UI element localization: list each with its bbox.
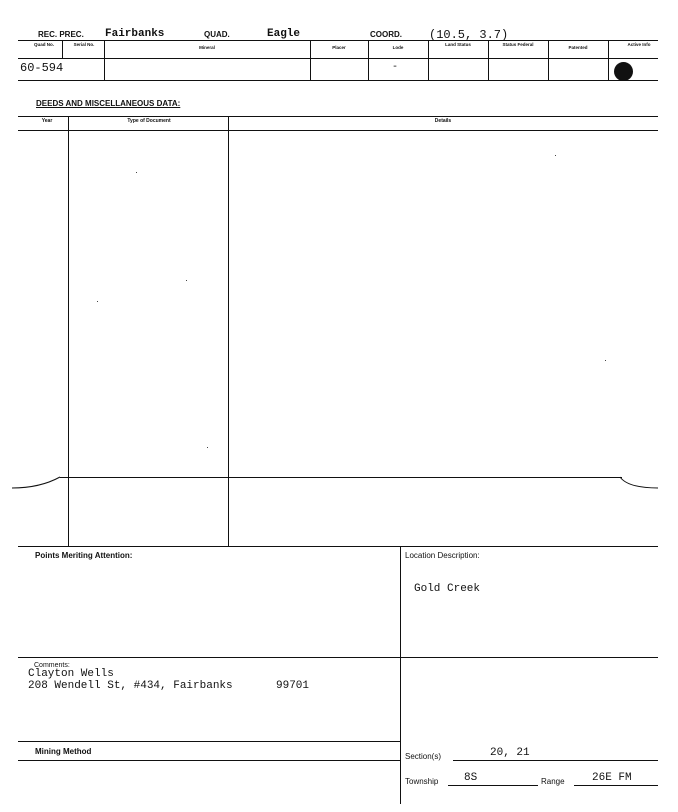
mining-method-label: Mining Method (35, 747, 92, 756)
range-value: 26E FM (592, 772, 632, 784)
speck (555, 155, 556, 156)
sections-value: 20, 21 (490, 747, 530, 759)
points-label: Points Meriting Attention: (35, 551, 133, 560)
range-label: Range (541, 777, 565, 786)
comments-zip: 99701 (276, 680, 310, 692)
speck (136, 172, 137, 173)
fold-curve-right (618, 474, 662, 492)
deeds-top-rule (18, 116, 658, 117)
location-value: Gold Creek (414, 583, 481, 595)
comments-bottom-rule (18, 741, 400, 742)
col-header-quad-no: Quad No. (34, 42, 54, 47)
col-header-lode: Lode (392, 45, 404, 50)
lode-value: - (392, 62, 399, 73)
comments-label: Comments: (34, 662, 70, 669)
lower-top-rule (18, 546, 658, 547)
col-header-serial-no: Serial No. (73, 42, 95, 47)
coord-label: COORD. (370, 30, 402, 39)
township-label: Township (405, 777, 439, 786)
speck (605, 360, 606, 361)
speck (97, 301, 98, 302)
township-underline (448, 785, 538, 786)
active-info-dot (614, 62, 633, 81)
col-divider (488, 40, 489, 80)
fold-curve-left (10, 474, 62, 490)
rec-prec-value: Fairbanks (105, 28, 165, 40)
col-header-active-info: Active Info (627, 42, 651, 47)
col-header-patented: Patented (568, 45, 588, 50)
speck (186, 280, 187, 281)
fold-line (60, 477, 622, 478)
quad-number-value: 60-594 (20, 61, 64, 75)
col-divider (428, 40, 429, 80)
col-header-land-status: Land Status (445, 42, 471, 47)
rec-prec-label: REC. PREC. (38, 30, 84, 39)
header-top-rule (18, 40, 658, 41)
speck (207, 447, 208, 448)
deeds-col-year: Year (41, 118, 53, 124)
col-divider (62, 40, 63, 59)
col-header-status-federal: Status Federal (502, 42, 534, 47)
coord-value: (10.5, 3.7) (429, 28, 509, 42)
quad-value: Eagle (267, 28, 301, 40)
deeds-title: DEEDS AND MISCELLANEOUS DATA: (36, 99, 181, 108)
comments-address: 208 Wendell St, #434, Fairbanks (28, 680, 233, 692)
header-sub-rule (18, 58, 658, 59)
comments-name: Clayton Wells (28, 668, 114, 680)
col-header-placer: Placer (332, 45, 346, 50)
header-bottom-rule (18, 80, 658, 81)
deeds-divider-type (228, 116, 229, 546)
sections-underline (453, 760, 658, 761)
lower-center-divider (400, 546, 401, 804)
mining-method-rule (18, 760, 400, 761)
sections-label: Section(s) (405, 752, 442, 761)
quad-label: QUAD. (204, 30, 230, 39)
location-label: Location Description: (405, 551, 480, 560)
township-value: 8S (464, 772, 478, 784)
col-header-mineral: Mineral (199, 45, 215, 50)
deeds-col-details: Details (434, 118, 452, 124)
range-underline (574, 785, 658, 786)
deeds-col-type: Type of Document (127, 118, 171, 124)
points-bottom-rule (18, 657, 658, 658)
deeds-sub-rule (18, 130, 658, 131)
col-divider (608, 40, 609, 80)
deeds-divider-year (68, 116, 69, 546)
